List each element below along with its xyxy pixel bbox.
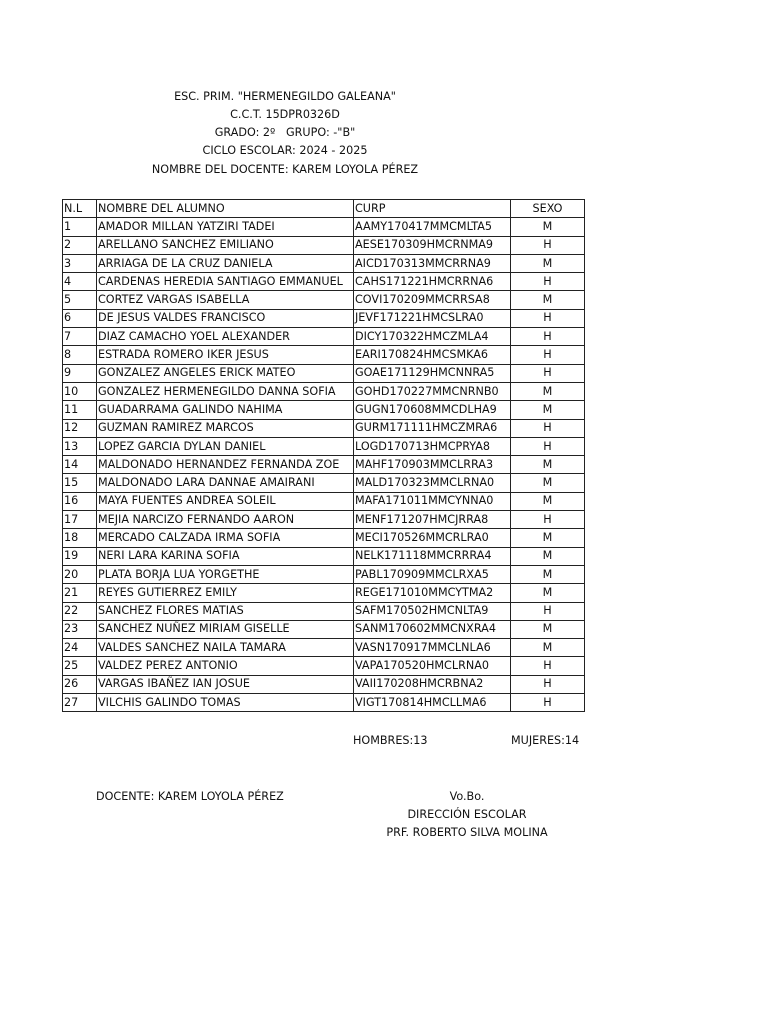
cell-curp: CAHS171221HMCRRNA6 (354, 273, 511, 291)
cell-student-name: VALDEZ PEREZ ANTONIO (97, 657, 354, 675)
cell-student-name: AMADOR MILLAN YATZIRI TADEI (97, 218, 354, 236)
cell-sex: H (511, 675, 585, 693)
table-row (63, 437, 585, 455)
cell-curp: LOGD170713HMCPRYA8 (354, 437, 511, 455)
cell-sex: H (511, 511, 585, 529)
cell-sex: H (511, 694, 585, 712)
table-row (63, 547, 585, 565)
table-row (63, 291, 585, 309)
table-row (63, 346, 585, 364)
cell-student-name: GUADARRAMA GALINDO NAHIMA (97, 401, 354, 419)
cell-curp: REGE171010MMCYTMA2 (354, 584, 511, 602)
cell-curp: MALD170323MMCLRNA0 (354, 474, 511, 492)
cell-student-name: CARDENAS HEREDIA SANTIAGO EMMANUEL (97, 273, 354, 291)
cell-student-name: SANCHEZ NUÑEZ MIRIAM GISELLE (97, 620, 354, 638)
cell-sex: H (511, 657, 585, 675)
cell-sex: M (511, 254, 585, 272)
table-row (63, 218, 585, 236)
cell-curp: PABL170909MMCLRXA5 (354, 565, 511, 583)
cell-student-name: SANCHEZ FLORES MATIAS (97, 602, 354, 620)
cell-number: 14 (63, 456, 97, 474)
cell-curp: EARI170824HMCSMKA6 (354, 346, 511, 364)
director-name: PRF. ROBERTO SILVA MOLINA (386, 826, 548, 839)
cell-number: 19 (63, 547, 97, 565)
cell-sex: H (511, 236, 585, 254)
column-header-sexo: SEXO (511, 200, 585, 218)
cell-number: 6 (63, 309, 97, 327)
cell-sex: M (511, 382, 585, 400)
cell-number: 17 (63, 511, 97, 529)
cell-number: 11 (63, 401, 97, 419)
cell-student-name: MALDONADO LARA DANNAE AMAIRANI (97, 474, 354, 492)
cell-number: 26 (63, 675, 97, 693)
cell-student-name: REYES GUTIERREZ EMILY (97, 584, 354, 602)
cell-student-name: ESTRADA ROMERO IKER JESUS (97, 346, 354, 364)
cell-curp: AAMY170417MMCMLTA5 (354, 218, 511, 236)
cell-curp: VIGT170814HMCLLMA6 (354, 694, 511, 712)
cell-student-name: ARRIAGA DE LA CRUZ DANIELA (97, 254, 354, 272)
table-row (63, 602, 585, 620)
table-row (63, 492, 585, 510)
table-row (63, 529, 585, 547)
table-header-row (63, 200, 585, 218)
cell-student-name: ARELLANO SANCHEZ EMILIANO (97, 236, 354, 254)
cell-number: 15 (63, 474, 97, 492)
cell-curp: SANM170602MMCNXRA4 (354, 620, 511, 638)
cell-student-name: GONZALEZ ANGELES ERICK MATEO (97, 364, 354, 382)
table-row (63, 364, 585, 382)
table-row (63, 456, 585, 474)
cell-number: 4 (63, 273, 97, 291)
cell-curp: JEVF171221HMCSLRA0 (354, 309, 511, 327)
cell-sex: M (511, 639, 585, 657)
cell-student-name: PLATA BORJA LUA YORGETHE (97, 565, 354, 583)
cell-student-name: VALDES SANCHEZ NAILA TAMARA (97, 639, 354, 657)
table-row (63, 694, 585, 712)
cell-sex: H (511, 437, 585, 455)
column-header-nl: N.L (63, 200, 97, 218)
direction-label: DIRECCIÓN ESCOLAR (407, 808, 527, 821)
cell-curp: MAHF170903MMCLRRA3 (354, 456, 511, 474)
cell-number: 20 (63, 565, 97, 583)
cell-student-name: MAYA FUENTES ANDREA SOLEIL (97, 492, 354, 510)
cell-number: 9 (63, 364, 97, 382)
cell-sex: H (511, 328, 585, 346)
table-row (63, 401, 585, 419)
cell-curp: GOHD170227MMCNRNB0 (354, 382, 511, 400)
table-row (63, 474, 585, 492)
teacher-signature-label: DOCENTE: KAREM LOYOLA PÉREZ (96, 790, 284, 803)
cell-sex: H (511, 419, 585, 437)
cell-number: 5 (63, 291, 97, 309)
cell-curp: AICD170313MMCRRNA9 (354, 254, 511, 272)
cell-student-name: VILCHIS GALINDO TOMAS (97, 694, 354, 712)
cell-student-name: GONZALEZ HERMENEGILDO DANNA SOFIA (97, 382, 354, 400)
table-row (63, 657, 585, 675)
cell-curp: VAII170208HMCRBNA2 (354, 675, 511, 693)
cell-number: 24 (63, 639, 97, 657)
table-row (63, 273, 585, 291)
cell-student-name: DIAZ CAMACHO YOEL ALEXANDER (97, 328, 354, 346)
cell-student-name: MEJIA NARCIZO FERNANDO AARON (97, 511, 354, 529)
table-row (63, 309, 585, 327)
cell-sex: M (511, 474, 585, 492)
teacher-name: NOMBRE DEL DOCENTE: KAREM LOYOLA PÉREZ (151, 163, 419, 176)
cell-curp: VAPA170520HMCLRNA0 (354, 657, 511, 675)
cell-curp: COVI170209MMCRRSA8 (354, 291, 511, 309)
cell-sex: M (511, 401, 585, 419)
cell-sex: H (511, 273, 585, 291)
cell-number: 2 (63, 236, 97, 254)
cell-sex: M (511, 218, 585, 236)
cell-curp: MAFA171011MMCYNNA0 (354, 492, 511, 510)
cell-curp: MECI170526MMCRLRA0 (354, 529, 511, 547)
cell-student-name: LOPEZ GARCIA DYLAN DANIEL (97, 437, 354, 455)
cell-number: 23 (63, 620, 97, 638)
school-cycle: CICLO ESCOLAR: 2024 - 2025 (202, 144, 368, 157)
cell-number: 3 (63, 254, 97, 272)
cell-curp: AESE170309HMCRNMA9 (354, 236, 511, 254)
cell-number: 12 (63, 419, 97, 437)
cell-student-name: GUZMAN RAMIREZ MARCOS (97, 419, 354, 437)
cell-number: 18 (63, 529, 97, 547)
cell-sex: M (511, 291, 585, 309)
cell-number: 1 (63, 218, 97, 236)
cell-sex: M (511, 584, 585, 602)
cell-curp: DICY170322HMCZMLA4 (354, 328, 511, 346)
cell-number: 16 (63, 492, 97, 510)
cell-student-name: NERI LARA KARINA SOFIA (97, 547, 354, 565)
cell-number: 13 (63, 437, 97, 455)
cell-sex: H (511, 309, 585, 327)
cell-sex: M (511, 456, 585, 474)
cell-curp: GOAE171129HMCNNRA5 (354, 364, 511, 382)
school-name: ESC. PRIM. "HERMENEGILDO GALEANA" (174, 90, 396, 103)
table-row (63, 620, 585, 638)
cell-curp: NELK171118MMCRRRA4 (354, 547, 511, 565)
grade-group: GRADO: 2º GRUPO: -"B" (214, 126, 356, 139)
table-row (63, 584, 585, 602)
cell-curp: SAFM170502HMCNLTA9 (354, 602, 511, 620)
cell-student-name: DE JESUS VALDES FRANCISCO (97, 309, 354, 327)
cell-sex: M (511, 565, 585, 583)
cell-sex: H (511, 346, 585, 364)
student-roster-table (62, 199, 585, 712)
cell-number: 21 (63, 584, 97, 602)
cell-sex: H (511, 602, 585, 620)
school-cct: C.C.T. 15DPR0326D (230, 108, 340, 121)
cell-number: 10 (63, 382, 97, 400)
total-mujeres: MUJERES:14 (511, 734, 580, 747)
column-header-curp: CURP (354, 200, 511, 218)
table-row (63, 639, 585, 657)
table-row (63, 254, 585, 272)
cell-student-name: VARGAS IBAÑEZ IAN JOSUE (97, 675, 354, 693)
cell-curp: VASN170917MMCLNLA6 (354, 639, 511, 657)
cell-number: 27 (63, 694, 97, 712)
table-row (63, 382, 585, 400)
cell-sex: M (511, 620, 585, 638)
table-row (63, 419, 585, 437)
cell-curp: GURM171111HMCZMRA6 (354, 419, 511, 437)
cell-number: 8 (63, 346, 97, 364)
column-header-name: NOMBRE DEL ALUMNO (97, 200, 354, 218)
cell-sex: M (511, 492, 585, 510)
table-row (63, 565, 585, 583)
cell-number: 25 (63, 657, 97, 675)
vobo-label: Vo.Bo. (449, 790, 485, 803)
cell-curp: MENF171207HMCJRRA8 (354, 511, 511, 529)
cell-sex: M (511, 529, 585, 547)
cell-sex: H (511, 364, 585, 382)
cell-student-name: CORTEZ VARGAS ISABELLA (97, 291, 354, 309)
table-row (63, 511, 585, 529)
table-row (63, 675, 585, 693)
table-row (63, 328, 585, 346)
cell-curp: GUGN170608MMCDLHA9 (354, 401, 511, 419)
cell-student-name: MALDONADO HERNANDEZ FERNANDA ZOE (97, 456, 354, 474)
cell-number: 7 (63, 328, 97, 346)
table-row (63, 236, 585, 254)
cell-student-name: MERCADO CALZADA IRMA SOFIA (97, 529, 354, 547)
cell-sex: M (511, 547, 585, 565)
total-hombres: HOMBRES:13 (353, 734, 428, 747)
cell-number: 22 (63, 602, 97, 620)
